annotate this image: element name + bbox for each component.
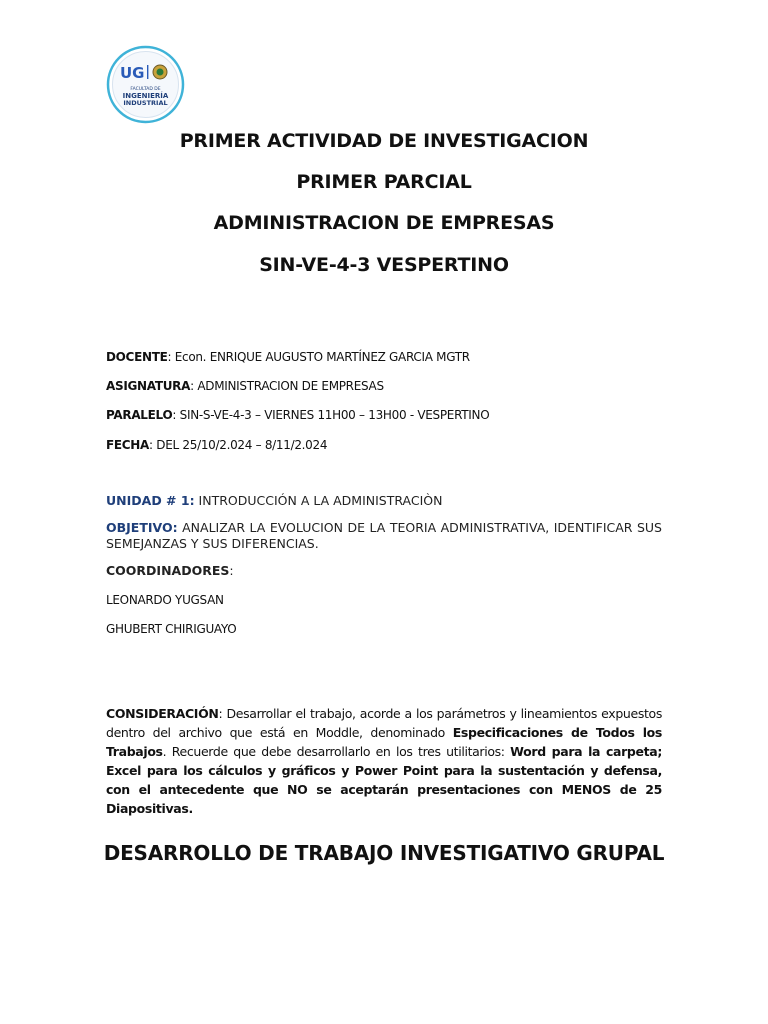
asignatura-label: ASIGNATURA [106,379,191,393]
objetivo-paragraph [106,520,662,552]
title-line-4: SIN-VE-4-3 VESPERTINO [259,254,509,276]
section-title: DESARROLLO DE TRABAJO INVESTIGATIVO GRUPAL [103,841,665,865]
logo-ug-text: UG [120,64,145,82]
docente-line [106,350,470,364]
consideracion-paragraph [106,704,662,818]
fecha-value: : DEL 25/10/2.024 – 8/11/2.024 [149,438,328,452]
asignatura-value: : ADMINISTRACION DE EMPRESAS [190,379,384,393]
consideracion-text-2: . Recuerde que debe desarrollarlo en los tres utilitarios: [162,744,511,759]
objetivo-value: ANALIZAR LA EVOLUCION DE LA TEORIA ADMINISTRATIVA, IDENTIFICAR SUS SEMEJANZAS Y SUS DIFERENCIAS. [106,520,662,551]
faculty-logo [106,45,185,124]
logo-line3: INDUSTRIAL [123,99,168,107]
unidad-label: UNIDAD # 1: [106,493,195,508]
docente-label: DOCENTE [106,350,168,364]
coordinadores-colon: : [229,563,234,578]
coordinadores-heading [106,563,662,578]
consideracion-bold-1: Especificaciones de Todos los Trabajos [106,725,662,759]
logo-line1: FACULTAD DE [130,87,161,92]
unidad-line [106,493,662,508]
consideracion-label: CONSIDERACIÓN [106,706,219,721]
paralelo-line [106,408,489,422]
title-line-3: ADMINISTRACION DE EMPRESAS [213,212,555,234]
fecha-line [106,438,327,452]
coordinador-item: GHUBERT CHIRIGUAYO [106,622,237,636]
logo-line2: INGENIERÍA [122,92,169,100]
unidad-value: INTRODUCCIÓN A LA ADMINISTRACIÒN [194,493,443,508]
coordinador-item: LEONARDO YUGSAN [106,593,224,607]
objetivo-label: OBJETIVO: [106,520,178,535]
docente-value: : Econ. ENRIQUE AUGUSTO MARTÍNEZ GARCIA MGTR [167,350,470,364]
fecha-label: FECHA [106,438,150,452]
faculty-logo-graphic [106,45,185,124]
title-line-1: PRIMER ACTIVIDAD DE INVESTIGACION [179,130,589,152]
consideracion-text-1: : Desarrollar el trabajo, acorde a los parámetros y lineamientos expuestos dentro del archivo que está en Moddle, denominado [106,706,662,740]
title-line-2: PRIMER PARCIAL [296,171,472,193]
paralelo-label: PARALELO [106,408,173,422]
asignatura-line [106,379,384,393]
coordinadores-label: COORDINADORES [106,563,230,578]
consideracion-bold-2: Word para la carpeta; Excel para los cálculos y gráficos y Power Point para la sustentación y defensa, con el antecedente que NO se aceptarán presentaciones con MENOS de 25 Diapositivas. [106,744,663,816]
paralelo-value: : SIN-S-VE-4-3 – VIERNES 11H00 – 13H00 - VESPERTINO [172,408,490,422]
